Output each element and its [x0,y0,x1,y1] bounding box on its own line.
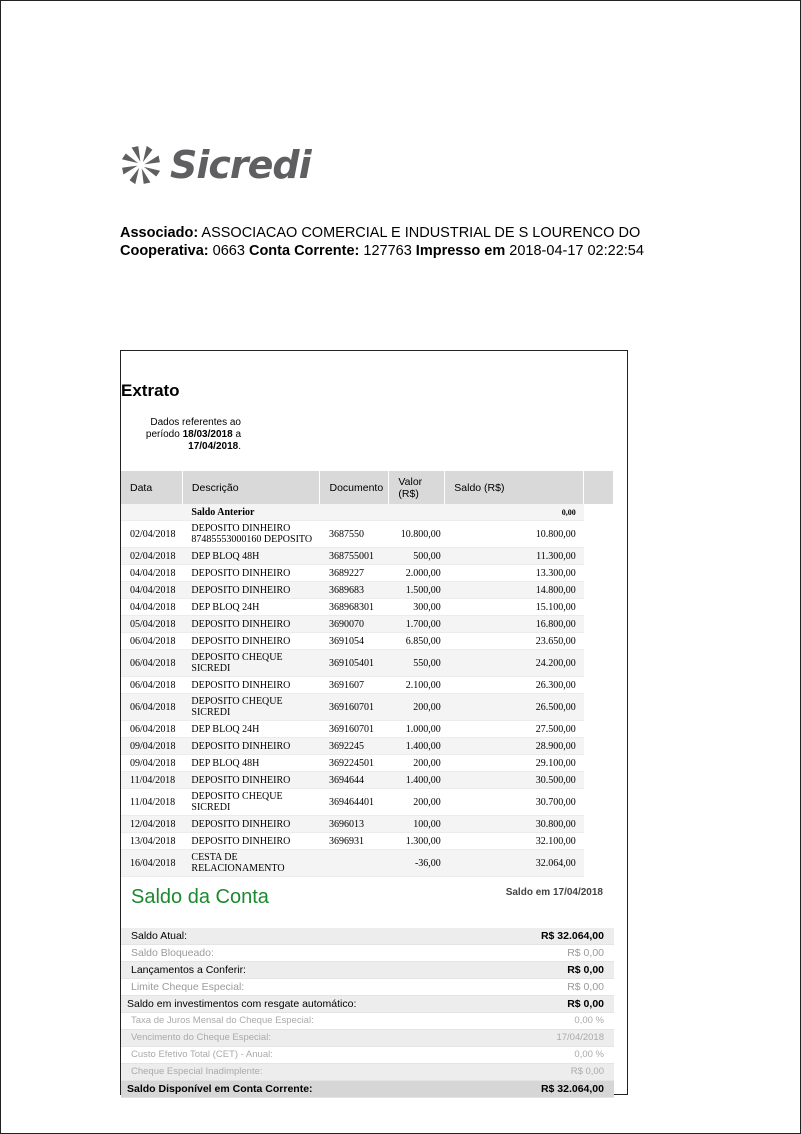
document-cell: 369464401 [320,789,389,816]
balance-cell: 10.800,00 [445,521,584,548]
balance-cell: 30.700,00 [445,789,584,816]
col-header-description: Descrição [182,471,320,504]
value-cell: 10.800,00 [389,521,445,548]
taxa-juros-row [121,1013,614,1030]
document-cell: 368755001 [320,548,389,565]
cooperativa-label: Cooperativa: [120,243,209,259]
table-row [121,755,613,772]
balance-cell: 15.100,00 [445,599,584,616]
value-cell: 1.700,00 [389,616,445,633]
description-cell: DEP BLOQ 24H [182,721,320,738]
value-cell: 2.100,00 [389,677,445,694]
description-cell: DEP BLOQ 48H [182,755,320,772]
saldo-investimentos-value: R$ 0,00 [567,998,604,1010]
previous-balance-label: Saldo Anterior [182,504,389,521]
impresso-label: Impresso em [415,243,506,259]
date-cell: 09/04/2018 [121,755,182,772]
period-suffix: . [238,441,241,452]
value-cell: 200,00 [389,694,445,721]
table-row [121,677,613,694]
saldo-disponivel-label: Saldo Disponível em Conta Corrente: [127,1083,313,1095]
taxa-juros-value: 0,00 % [574,1015,604,1026]
balance-cell: 32.100,00 [445,833,584,850]
date-cell: 06/04/2018 [121,633,182,650]
table-row [121,582,613,599]
date-cell: 02/04/2018 [121,548,182,565]
blank-cell [584,504,613,521]
custo-efetivo-total-label: Custo Efetivo Total (CET) - Anual: [131,1049,273,1060]
balance-cell: 30.800,00 [445,816,584,833]
value-cell: 1.400,00 [389,738,445,755]
document-cell: 3696931 [320,833,389,850]
date-cell: 06/04/2018 [121,650,182,677]
account-line [120,242,644,260]
value-cell: 1.500,00 [389,582,445,599]
balance-cell: 26.500,00 [445,694,584,721]
limite-cheque-especial-row [121,979,614,996]
description-cell: DEPOSITO CHEQUE SICREDI [182,789,320,816]
date-cell: 06/04/2018 [121,721,182,738]
date-cell: 04/04/2018 [121,565,182,582]
balance-cell: 13.300,00 [445,565,584,582]
document-cell: 369160701 [320,694,389,721]
sicredi-pinwheel-icon [120,144,162,186]
table-row [121,816,613,833]
previous-balance-row [121,504,613,521]
description-cell: DEPOSITO DINHEIRO [182,565,320,582]
blank-cell [584,694,613,721]
document-cell: 3687550 [320,521,389,548]
limite-cheque-especial-value: R$ 0,00 [567,981,604,993]
previous-balance-value: 0,00 [445,504,584,521]
document-cell: 3696013 [320,816,389,833]
period-end: 17/04/2018 [188,441,239,452]
saldo-bloqueado-label: Saldo Bloqueado: [131,947,214,959]
blank-cell [584,721,613,738]
balance-cell: 28.900,00 [445,738,584,755]
table-row [121,789,613,816]
associado-line [120,224,644,242]
date-cell: 02/04/2018 [121,521,182,548]
previous-value-cell [389,504,445,521]
blank-cell [584,833,613,850]
value-cell: 100,00 [389,816,445,833]
table-header-row [121,471,613,504]
description-cell: DEPOSITO CHEQUE SICREDI [182,650,320,677]
blank-cell [584,789,613,816]
value-cell: 300,00 [389,599,445,616]
period-mid: a [235,429,241,440]
document-cell: 369160701 [320,721,389,738]
document-cell: 3691054 [320,633,389,650]
saldo-atual-label: Saldo Atual: [131,930,188,942]
vencimento-cheque-label: Vencimento do Cheque Especial: [131,1032,271,1043]
date-cell: 13/04/2018 [121,833,182,850]
description-cell: DEPOSITO DINHEIRO [182,738,320,755]
balance-cell: 32.064,00 [445,850,584,877]
col-header-document: Documento [320,471,389,504]
cheque-inadimplente-row [121,1064,614,1081]
table-row [121,616,613,633]
blank-cell [584,677,613,694]
transactions-body [121,504,613,877]
date-cell: 16/04/2018 [121,850,182,877]
statement-title: Extrato [121,381,180,400]
vencimento-cheque-row [121,1030,614,1047]
table-row [121,633,613,650]
document-cell: 3694644 [320,772,389,789]
table-row [121,650,613,677]
date-cell: 12/04/2018 [121,816,182,833]
blank-cell [584,582,613,599]
date-cell: 06/04/2018 [121,694,182,721]
balance-cell: 14.800,00 [445,582,584,599]
date-cell: 05/04/2018 [121,616,182,633]
description-cell: DEPOSITO CHEQUE SICREDI [182,694,320,721]
value-cell: 1.400,00 [389,772,445,789]
value-cell: 2.000,00 [389,565,445,582]
description-cell: DEPOSITO DINHEIRO [182,582,320,599]
col-header-balance: Saldo (R$) [445,471,584,504]
document-cell: 368968301 [320,599,389,616]
custo-efetivo-total-row [121,1047,614,1064]
blank-cell [584,599,613,616]
saldo-disponivel-row [121,1081,614,1098]
date-cell: 04/04/2018 [121,599,182,616]
conta-label: Conta Corrente: [248,243,360,259]
associado-value: ASSOCIACAO COMERCIAL E INDUSTRIAL DE S LOURENCO DO [201,225,641,241]
blank-cell [584,633,613,650]
account-header [120,224,644,260]
previous-date-cell [121,504,182,521]
saldo-investimentos-label: Saldo em investimentos com resgate automático: [127,998,357,1010]
blank-cell [584,616,613,633]
balance-cell: 16.800,00 [445,616,584,633]
col-header-blank [584,471,613,504]
document-cell: 3689227 [320,565,389,582]
conta-value: 127763 [363,243,412,259]
document-cell: 3690070 [320,616,389,633]
balance-cell: 23.650,00 [445,633,584,650]
table-row [121,548,613,565]
saldo-atual-row [121,928,614,945]
table-row [121,772,613,789]
document-cell: 3689683 [320,582,389,599]
blank-cell [584,650,613,677]
balance-cell: 24.200,00 [445,650,584,677]
table-row [121,721,613,738]
lancamentos-a-conferir-label: Lançamentos a Conferir: [131,964,246,976]
saldo-disponivel-value: R$ 32.064,00 [540,1083,604,1095]
balance-cell: 11.300,00 [445,548,584,565]
impresso-value: 2018-04-17 02:22:54 [509,243,644,259]
document-cell: 369224501 [320,755,389,772]
document-cell: 3692245 [320,738,389,755]
description-cell: DEPOSITO DINHEIRO 87485553000160 DEPOSITO [182,521,320,548]
table-row [121,850,613,877]
description-cell: DEPOSITO DINHEIRO [182,677,320,694]
col-header-value: Valor (R$) [389,471,445,504]
value-cell: 1.300,00 [389,833,445,850]
table-row [121,833,613,850]
saldo-bloqueado-row [121,945,614,962]
blank-cell [584,755,613,772]
value-cell: 550,00 [389,650,445,677]
limite-cheque-especial-label: Limite Cheque Especial: [131,981,245,993]
taxa-juros-label: Taxa de Juros Mensal do Cheque Especial: [131,1015,314,1026]
description-cell: DEPOSITO DINHEIRO [182,816,320,833]
sicredi-logo [120,142,311,188]
value-cell: 6.850,00 [389,633,445,650]
blank-cell [584,565,613,582]
date-cell: 11/04/2018 [121,772,182,789]
period-prefix: Dados referentes ao período [145,417,241,440]
statement-period [131,417,241,453]
blank-cell [584,738,613,755]
blank-cell [584,772,613,789]
value-cell: 200,00 [389,789,445,816]
document-cell [320,850,389,877]
table-row [121,565,613,582]
period-start: 18/03/2018 [182,429,233,440]
vencimento-cheque-value: 17/04/2018 [556,1032,604,1043]
balance-cell: 29.100,00 [445,755,584,772]
balance-cell: 30.500,00 [445,772,584,789]
description-cell: DEP BLOQ 48H [182,548,320,565]
date-cell: 04/04/2018 [121,582,182,599]
lancamentos-a-conferir-row [121,962,614,979]
brand-name: Sicredi [170,143,311,187]
value-cell: 200,00 [389,755,445,772]
cooperativa-value: 0663 [212,243,245,259]
date-cell: 09/04/2018 [121,738,182,755]
blank-cell [584,521,613,548]
col-header-date: Data [121,471,182,504]
statement-panel [120,350,628,877]
balance-date: Saldo em 17/04/2018 [505,887,603,898]
blank-cell [584,548,613,565]
description-cell: DEP BLOQ 24H [182,599,320,616]
balance-cell: 26.300,00 [445,677,584,694]
value-cell: 1.000,00 [389,721,445,738]
cheque-inadimplente-value: R$ 0,00 [570,1066,604,1077]
saldo-atual-value: R$ 32.064,00 [540,930,604,942]
custo-efetivo-total-value: 0,00 % [574,1049,604,1060]
transactions-table [121,471,613,877]
cheque-inadimplente-label: Cheque Especial Inadimplente: [131,1066,263,1077]
date-cell: 06/04/2018 [121,677,182,694]
balance-list [121,928,614,1098]
table-row [121,599,613,616]
date-cell: 11/04/2018 [121,789,182,816]
description-cell: DEPOSITO DINHEIRO [182,772,320,789]
table-row [121,738,613,755]
blank-cell [584,816,613,833]
saldo-bloqueado-value: R$ 0,00 [567,947,604,959]
description-cell: CESTA DE RELACIONAMENTO [182,850,320,877]
value-cell: -36,00 [389,850,445,877]
table-row [121,694,613,721]
table-row [121,521,613,548]
balance-cell: 27.500,00 [445,721,584,738]
value-cell: 500,00 [389,548,445,565]
blank-cell [584,850,613,877]
balance-title: Saldo da Conta [131,886,269,908]
lancamentos-a-conferir-value: R$ 0,00 [567,964,604,976]
document-cell: 3691607 [320,677,389,694]
description-cell: DEPOSITO DINHEIRO [182,833,320,850]
description-cell: DEPOSITO DINHEIRO [182,616,320,633]
description-cell: DEPOSITO DINHEIRO [182,633,320,650]
document-cell: 369105401 [320,650,389,677]
associado-label: Associado: [120,225,199,241]
saldo-investimentos-row [121,996,614,1013]
account-balance-panel [120,876,628,1095]
